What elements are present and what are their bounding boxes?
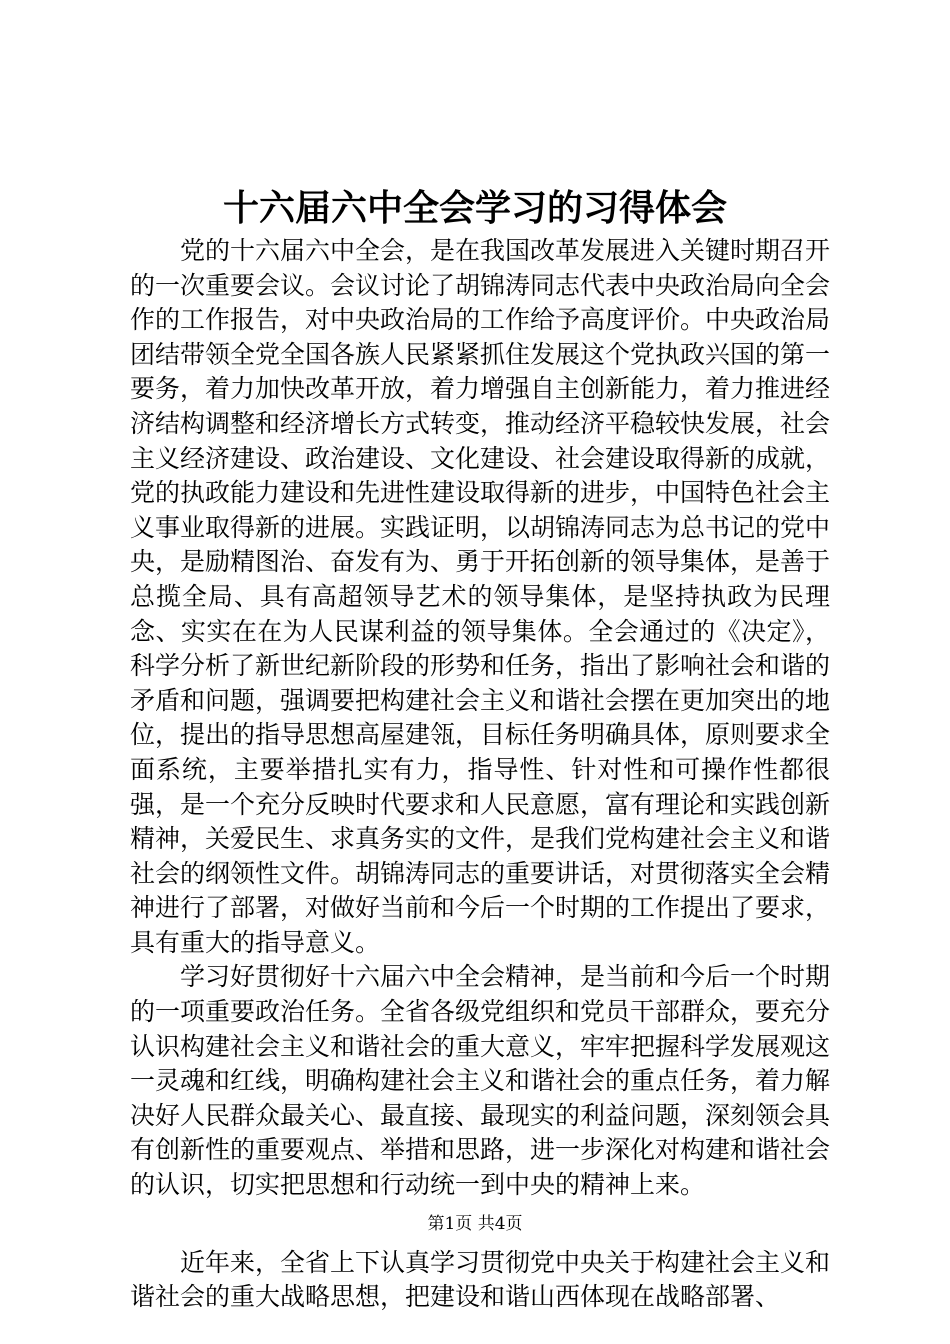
page-footer: 第1页 共4页 [427, 1214, 523, 1234]
document-body [130, 234, 830, 1315]
paragraph-1: 党的十六届六中全会，是在我国改革发展进入关键时期召开的一次重要会议。会议讨论了胡锦涛同志代表中央政治局向全会作的工作报告，对中央政治局的工作给予高度评价。中央政治局团结带领全党全国各族人民紧紧抓住发展这个党执政兴国的第一要务，着力加快改革开放，着力增强自主创新能力，着力推进经济结构调整和经济增长方式转变，推动经济平稳较快发展，社会主义经济建设、政治建设、文化建设、社会建设取得新的成就，党的执政能力建设和先进性建设取得新的进步，中国特色社会主义事业取得新的进展。实践证明，以胡锦涛同志为总书记的党中央，是励精图治、奋发有为、勇于开拓创新的领导集体，是善于总揽全局、具有高超领导艺术的领导集体，是坚持执政为民理念、实实在在为人民谋利益的领导集体。全会通过的《决定》，科学分析了新世纪新阶段的形势和任务，指出了影响社会和谐的矛盾和问题，强调要把构建社会主义和谐社会摆在更加突出的地位，提出的指导思想高屋建瓴，目标任务明确具体，原则要求全面系统，主要举措扎实有力，指导性、针对性和可操作性都很强，是一个充分反映时代要求和人民意愿，富有理论和实践创新精神，关爱民生、求真务实的文件，是我们党构建社会主义和谐社会的纲领性文件。胡锦涛同志的重要讲话，对贯彻落实全会精神进行了部署，对做好当前和今后一个时期的工作提出了要求，具有重大的指导意义。 [130, 236, 831, 957]
paragraph-2: 学习好贯彻好十六届六中全会精神，是当前和今后一个时期的一项重要政治任务。全省各级党组织和党员干部群众，要充分认识构建社会主义和谐社会的重大意义，牢牢把握科学发展观这一灵魂和红线，明确构建社会主义和谐社会的重点任务，着力解决好人民群众最关心、最直接、最现实的利益问题，深刻领会具有创新性的重要观点、举措和思路，进一步深化对构建和谐社会的认识，切实把思想和行动统一到中央的精神上来。 [130, 962, 831, 1200]
paragraph-3: 近年来，全省上下认真学习贯彻党中央关于构建社会主义和谐社会的重大战略思想，把建设和谐山西体现在战略部署、 [130, 1247, 831, 1312]
document-title: 十六届六中全会学习的习得体会 [222, 187, 727, 229]
